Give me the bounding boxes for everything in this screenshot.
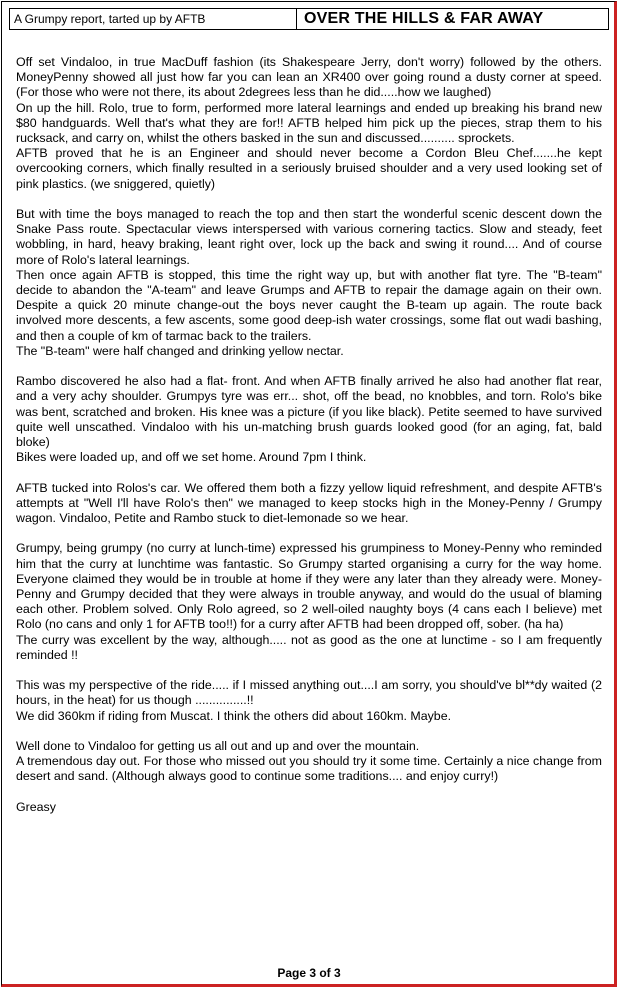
paragraph: But with time the boys managed to reach the top and then start the wonderful scenic descent down the Snake Pass route. Spectacular views interspersed with various cornering tactics. Slow and steady, feet wobbling, in hard, heavy braking, leant right over, lock up the back and swing it round.... And of course more of Rolo's lateral learnings.: [16, 207, 602, 267]
paragraph: AFTB proved that he is an Engineer and should never become a Cordon Bleu Chef.......he kept overcooking corners, which finally resulted in a seriously bruised shoulder and a very used looking set of pink plastics. (we sniggered, quietly): [16, 146, 602, 191]
paragraph: Bikes were loaded up, and off we set home. Around 7pm I think.: [16, 450, 367, 465]
paragraph-gap: [16, 663, 602, 678]
paragraph-gap: [16, 785, 602, 800]
paragraph: Then once again AFTB is stopped, this time the right way up, but with another flat tyre. The "B-team" decide to abandon the "A-team" and leave Grumps and AFTB to repair the damage again on their own. Despite a quick 20 minute change-out the boys never caught the B-team up again. The route back involved more descents, a few ascents, some good deep-ish water crossings, some flat out wadi bashing, and then a couple of km of tarmac back to the trailers.: [16, 267, 602, 343]
paragraph: AFTB tucked into Rolos's car. We offered them both a fizzy yellow liquid refreshment, and despite AFTB's attempts at "Well I'll have Rolo's then" we managed to keep stocks high in the Money-Penny / Grumpy wagon. Vindaloo, Petite and Rambo stuck to diet-lemonade so we hear.: [16, 480, 602, 526]
paragraph: Greasy: [16, 799, 56, 814]
paragraph-gap: [16, 359, 602, 374]
paragraph: Grumpy, being grumpy (no curry at lunch-time) expressed his grumpiness to Money-Penny who reminded him that the curry at lunchtime was fantastic. So Grumpy started organising a curry for the way home. Everyone claimed they would be in trouble at home if they were any later than they already were. Money-Penny and Grumpy decided that they were always in trouble anyway, and would do the usual of blaming each other. Problem solved. Only Rolo agreed, so 2 well-oiled naughty boys (4 cans each I believe) met Rolo (no cans and only 1 for AFTB too!!) for a curry after AFTB had been dropped off, sober. (ha ha): [16, 541, 602, 632]
paragraph-gap: [16, 526, 602, 541]
paragraph: Rambo discovered he also had a flat- front. And when AFTB finally arrived he also had another flat rear, and a very achy shoulder. Grumpys tyre was err... shot, off the bead, no knobbles, and torn. Rolo's bike was bent, scratched and broken. His knee was a picture (if you like black). Petite seemed to have survived quite well unscathed. Vindaloo with his un-matching brush guards looked good (for an aging, fat, bald bloke): [16, 374, 602, 450]
page-number: Page 3 of 3: [277, 966, 341, 980]
header-subtitle: A Grumpy report, tarted up by AFTB: [10, 9, 297, 29]
paragraph: A tremendous day out. For those who missed out you should try it some time. Certainly a nice change from desert and sand. (Although always good to continue some traditions.... and enjoy curry!): [16, 754, 602, 784]
paragraph: On up the hill. Rolo, true to form, performed more lateral learnings and ended up breaking his brand new $80 handguards. Well that's what they are for!! AFTB helped him pick up the pieces, strap them to his rucksack, and carry on, whilst the others basked in the sun and discussed.......... sprockets.: [16, 100, 602, 146]
paragraph-gap: [16, 465, 602, 480]
paragraph: Off set Vindaloo, in true MacDuff fashion (its Shakespeare Jerry, don't worry) followed by the others. MoneyPenny showed all just how far you can lean an XR400 over going round a dusty corner at speed. (For those who were not there, its about 2degrees less than he did.....how we laughed): [16, 55, 602, 100]
report-body: [16, 55, 602, 815]
paragraph: Well done to Vindaloo for getting us all out and up and over the mountain.: [16, 739, 420, 754]
paragraph: The "B-team" were half changed and drinking yellow nectar.: [16, 343, 344, 358]
paragraph-gap: [16, 724, 602, 739]
paragraph-gap: [16, 192, 602, 207]
page-title: OVER THE HILLS & FAR AWAY: [304, 10, 544, 27]
paragraph: This was my perspective of the ride..... if I missed anything out....I am sorry, you should've bl**dy waited (2 hours, in the heat) for us though ...............!!: [16, 678, 602, 708]
header-bar: [9, 8, 609, 30]
paragraph: We did 360km if riding from Muscat. I think the others did about 160km. Maybe.: [16, 708, 452, 723]
paragraph: The curry was excellent by the way, although..... not as good as the one at lunctime - so I am frequently reminded !!: [16, 632, 602, 662]
